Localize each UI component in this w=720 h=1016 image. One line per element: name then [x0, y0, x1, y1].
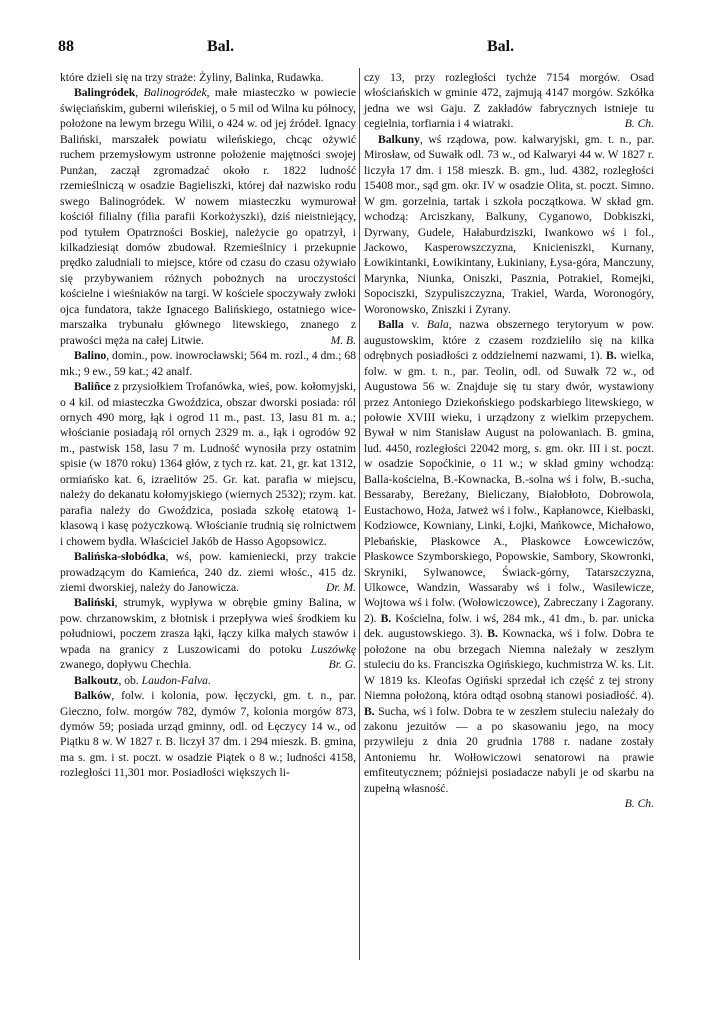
entry-balinski	[60, 595, 356, 672]
headword: Balkoutz	[74, 673, 119, 687]
running-head-left: Bal.	[207, 38, 235, 55]
author-signature: B. Ch.	[624, 117, 654, 131]
entry-text: zwanego, dopływu Chechła.	[60, 658, 192, 672]
entry-text: , strumyk, wypływa w obrębie gminy Balina, w pow. chrzanowskim, z błotnisk i przepływa wieś środkiem ku południowi, poczem zrasza łąki, łączy kilka małych stawów i wpada na granicy z Luszowicami do potoku	[60, 596, 356, 656]
entry-text: Kownacka, wś i folw. Dobra te położone na obu brzegach Niemna należały w zeszłym stuleciu do ks. Franciszka Ogińskiego, kuchmistrza W. ks. Lit. W 1819 ks. Kleofas Ogiński sprzedał ich część z tej strony Niemna położoną, która odtąd osobną stanowi posiadłość. 4).	[364, 627, 654, 703]
entry-balino	[60, 348, 356, 379]
column-divider	[359, 68, 360, 960]
entry-balkuny	[364, 132, 654, 317]
right-column	[364, 70, 654, 812]
entry-text: , ob.	[118, 673, 142, 687]
author-signature: Dr. M.	[326, 580, 356, 594]
entry-text: , małe miasteczko w powiecie święciańskim, guberni wileńskiej, o 5 mil od Wilna ku północy, położone na lewym brzegu Wilii, o 424 w. od jej źródeł. Ignacy Baliński, marszałek powiatu wileńskiego, chcąc ożywić ruchem przemysłowym ustronne położenie majętności swojej Punżan, zaczął zgromadzać około r. 1822 ludność rzemieślniczą w osadzie Bagieliszki, której dał nazwisko rodu swego Balinogródek. W nowem miasteczku wymurował kościół filialny (filia parafii Korkożyszki), dziś nieistniejący, pod tytułem Opatrzności Boskiej, należycie go opatrzył, i kilkadziesiąt domów zbudował. Rzemieślnicy i przekupnie prędko zaludniali to miejsce, które od czasu do czasu ożywiało się przybywaniem różnych pobożnych na uroczystości kościelne i wieśniaków na targi. W kościele spoczywały zwłoki ojca fundatora, także Ignacego Balińskiego, ostatniego wice-marszałka trybunału głównego litewskiego, znanego z prawości męża na całej Litwie.	[60, 86, 356, 347]
entry-balingrodek: Balingródek, Balinogródek, małe miasteczko w powiecie święciańskim, guberni wileńskiej, o 5 mil od Wilna ku północy, położone na lewym brzegu Wilii, o 424 w. od jej źródeł. Ignacy Baliński, marszałek powiatu wileńskiego, chcąc ożywić ruchem przemysłowym ustronne położenie majętności swojej Punżan, zaczął zgromadzać około r. 1822 ludność rzemieślniczą w osadzie Bagieliszki, której dał nazwisko rodu swego Balinogródek. W nowem miasteczku wymurował kościół filialny (filia parafii Korkożyszki), dziś nieistniejący, pod tytułem Opatrzności Boskiej, należycie go opatrzył, i kilkadziesiąt domów zbudował. Rzemieślnicy i przekupnie prędko zaludniali to miejsce, które od czasu do czasu ożywiało się przybywaniem różnych pobożnych na uroczystości kościelne i wieśniaków na targi. W kościele spoczywały zwłoki ojca fundatora, także Ignacego Balińskiego, ostatniego wice-marszałka trybunału głównego litewskiego, znanego z prawości męża na całej Litwie. M. B.	[60, 86, 356, 347]
running-head-right: Bal.	[487, 38, 515, 55]
left-column	[60, 70, 356, 781]
variant-name: Bala	[426, 318, 449, 332]
headword: Balków	[74, 689, 112, 703]
entry-text: , wś rządowa, pow. kalwaryjski, gm. t. n., par. Mirosław, od Suwałk odl. 73 w., od Kalwaryi 44 w. W 1827 r. liczyła 17 dm. i 158 mieszk. B. gm., lud. 4382, rozległości 15408 mor., sąd gm. okr. IV w osadzie Olita, st. poczt. Simno. W gm. gorzelnia, tartak i szkoła początkowa. W skład gm. wchodzą: Arciszkany, Balkuny, Cyganowo, Dobkiszki, Dyrwany, Gudele, Hałaburdziszki, Iwankowo wś i fol., Jackowo, Kasperowszczyzna, Knicieniszki, Kurnany, Łowikintanki, Łowikintany, Łukiniany, Łysa-góra, Manczuny, Marynka, Niunka, Oniszki, Pasznia, Potrakiel, Romejki, Sopociszki, Szypuliszczyzna, Trakiel, Warda, Woronogóry, Woronowsko, Zniszki i Zyrany.	[364, 132, 654, 316]
entry-text: Sucha, wś i folw. Dobra te w zeszłem stuleciu należały do zakonu jezuitów — a po skasowaniu jego, na mocy przywileju z dnia 20 grudnia 1788 r. nadane zostały Antoniemu hr. Wołłowiczowi senatorowi na prawie emfiteutycznem; późniejsi posiadacze nabyli je od skarbu na zupełną własność.	[364, 704, 654, 795]
entry-text: wielka, folw. w gm. t. n., par. Teolin, odl. od Suwałk 72 w., od Augustowa 56 w. Znajduje się tu stary dwór, wystawiony przez Antoniego Dziekońskiego podskarbiego litewskiego, w połowie XVIII wieku, i urządzony z wielkim przepychem. Bywał w nim Stanisław August na polowaniach. B. gmina, lud. 4450, rozległości 22042 morg, s. gm. okr. III i st. poczt. w osadzie Sopoćkinie, o 11 w.; w skład gminy wchodzą: Balla-kościelna, B.-Kownacka, B.-solna wś i folw, B.-sucha, Bessaraby, Bereżany, Bieliczany, Białobłoto, Dobrowola, Eustachowo, Hoża, Jatweż wś i folw., Kapłanowce, Kiełbaski, Kodziowce, Kowniany, Linki, Łojki, Mańkowce, Michałowo, Plebańskie, Płaskowce A., Płaskowce Łowcewiczów, Płaskowce Szymborskiego, Popowskie, Sambory, Skowronki, Skryniki, Sylwanowce, Świack-górny, Tatarszczyzna, Ulkowce, Wandzin, Wassaraby wś i folw., Wasilewicze, Wojtowa wś i folw. (Wołowiczowce), Zabreczany i Zagorany. 2).	[364, 349, 655, 625]
headword: Balkuny	[378, 132, 420, 146]
entry-text: z przysiołkiem Trofanówka, wieś, pow. kołomyjski, o 4 kil. od miasteczka Gwoździca, obszar dworski posiada: ról ornych 490 morg, łąk i ogrod 11 m., past. 13, lasu 81 m. a.; włościanie posiadają ról ornych 2329 m. a., łąk i ogrodów 92 m., pastwisk 158, lasu 7 m. Ludność wynosiła przy ostatnim spisie (w 1870 roku) 1364 głów, z tych rz. kat. 21, gr. kat 1312, ormiańsko kat. 6, izraelitów 25. Gr. kat. parafia w miejscu, należy do dekanatu kołomyjskiego (wiernych 2532); rzym. kat. parafia należy do Gwoździca, posiada szkołę etatową 1-klasową i kasę pożyczkową. Włościanie trudnią się rolnictwem i chowem bydła. Właściciel Jakób de Hasso Agopsowicz.	[60, 380, 356, 548]
entry-text: które dzieli się na trzy straże: Żyliny, Balinka, Rudawka.	[60, 71, 324, 84]
cross-reference: Laudon-Falva.	[141, 673, 211, 687]
variant-name: Luszówkę	[310, 642, 356, 656]
sub-headword: B.	[487, 627, 498, 641]
entry-balince	[60, 379, 356, 549]
author-signature: M. B.	[330, 333, 356, 347]
entry-text: v.	[403, 318, 427, 332]
headword: Baliñce	[74, 380, 111, 394]
continued-text	[364, 70, 654, 132]
entry-balla	[364, 317, 654, 812]
page-number: 88	[58, 38, 74, 55]
entry-balkoutz	[60, 673, 356, 688]
sub-headword: B.	[606, 349, 617, 363]
headword: Balla	[378, 318, 404, 332]
variant-name: Balinogródek	[143, 86, 207, 100]
headword: Balińska-słobódka	[74, 550, 166, 564]
entry-text: , domin., pow. inowrocławski; 564 m. rozl., 4 dm.; 68 mk.; 9 ew., 59 kat.; 42 analf.	[60, 349, 356, 378]
headword: Balino	[74, 349, 107, 363]
headword: Baliński	[74, 596, 115, 610]
entry-text: , folw. i kolonia, pow. łęczycki, gm. t. n., par. Gieczno, folw. morgów 782, dymów 7, kolonia morgów 873, dymów 59; posiada urząd gminny, odl. od Łęczycy 14 w., od Piątku 8 w. W 1827 r. B. liczył 37 dm. i 294 mieszk. B. gmina, ma s. gm. i st. poczt. w osadzie Piątek o 8 w.; ludności 4158, rozległości 11,301 mor. Posiadłości większych li-	[60, 689, 356, 780]
headword: Balingródek	[74, 86, 136, 100]
continued-text	[60, 70, 356, 85]
entry-balinska-slobodka	[60, 549, 356, 595]
author-signature: B. Ch.	[624, 797, 654, 811]
author-signature: Br. G.	[328, 658, 356, 672]
sub-headword: B.	[380, 611, 392, 625]
entry-text: , wś, pow. kamieniecki, przy trakcie prowadzącym do Kamieńca, 240 dz. ziemi włośc., 415 dz. ziemi dworskiej, należy do Janowicza.	[60, 550, 356, 594]
entry-text: , nazwa obszernego terytoryum w pow. augustowskim, które z czasem rozdzieliło się na kilka odrębnych posiadłości z oddzielnemi nazwami, 1).	[364, 318, 654, 363]
entry-text: czy 13, przy rozległości tychże 7154 morgów. Osad włościańskich w gminie 472, zajmują 4147 morgów. Szkółka jedna we wsi Gaju. Z zakładów fabrycznych istnieje tu cegielnia, torfiarnia i 4 wiatraki.	[364, 71, 654, 131]
sub-headword: B.	[364, 704, 375, 718]
entry-balkow	[60, 688, 356, 781]
entry-text: Kościelna, folw. i wś, 284 mk., 41 dm., b. par. unicka dek. augustowskiego. 3).	[364, 611, 654, 641]
